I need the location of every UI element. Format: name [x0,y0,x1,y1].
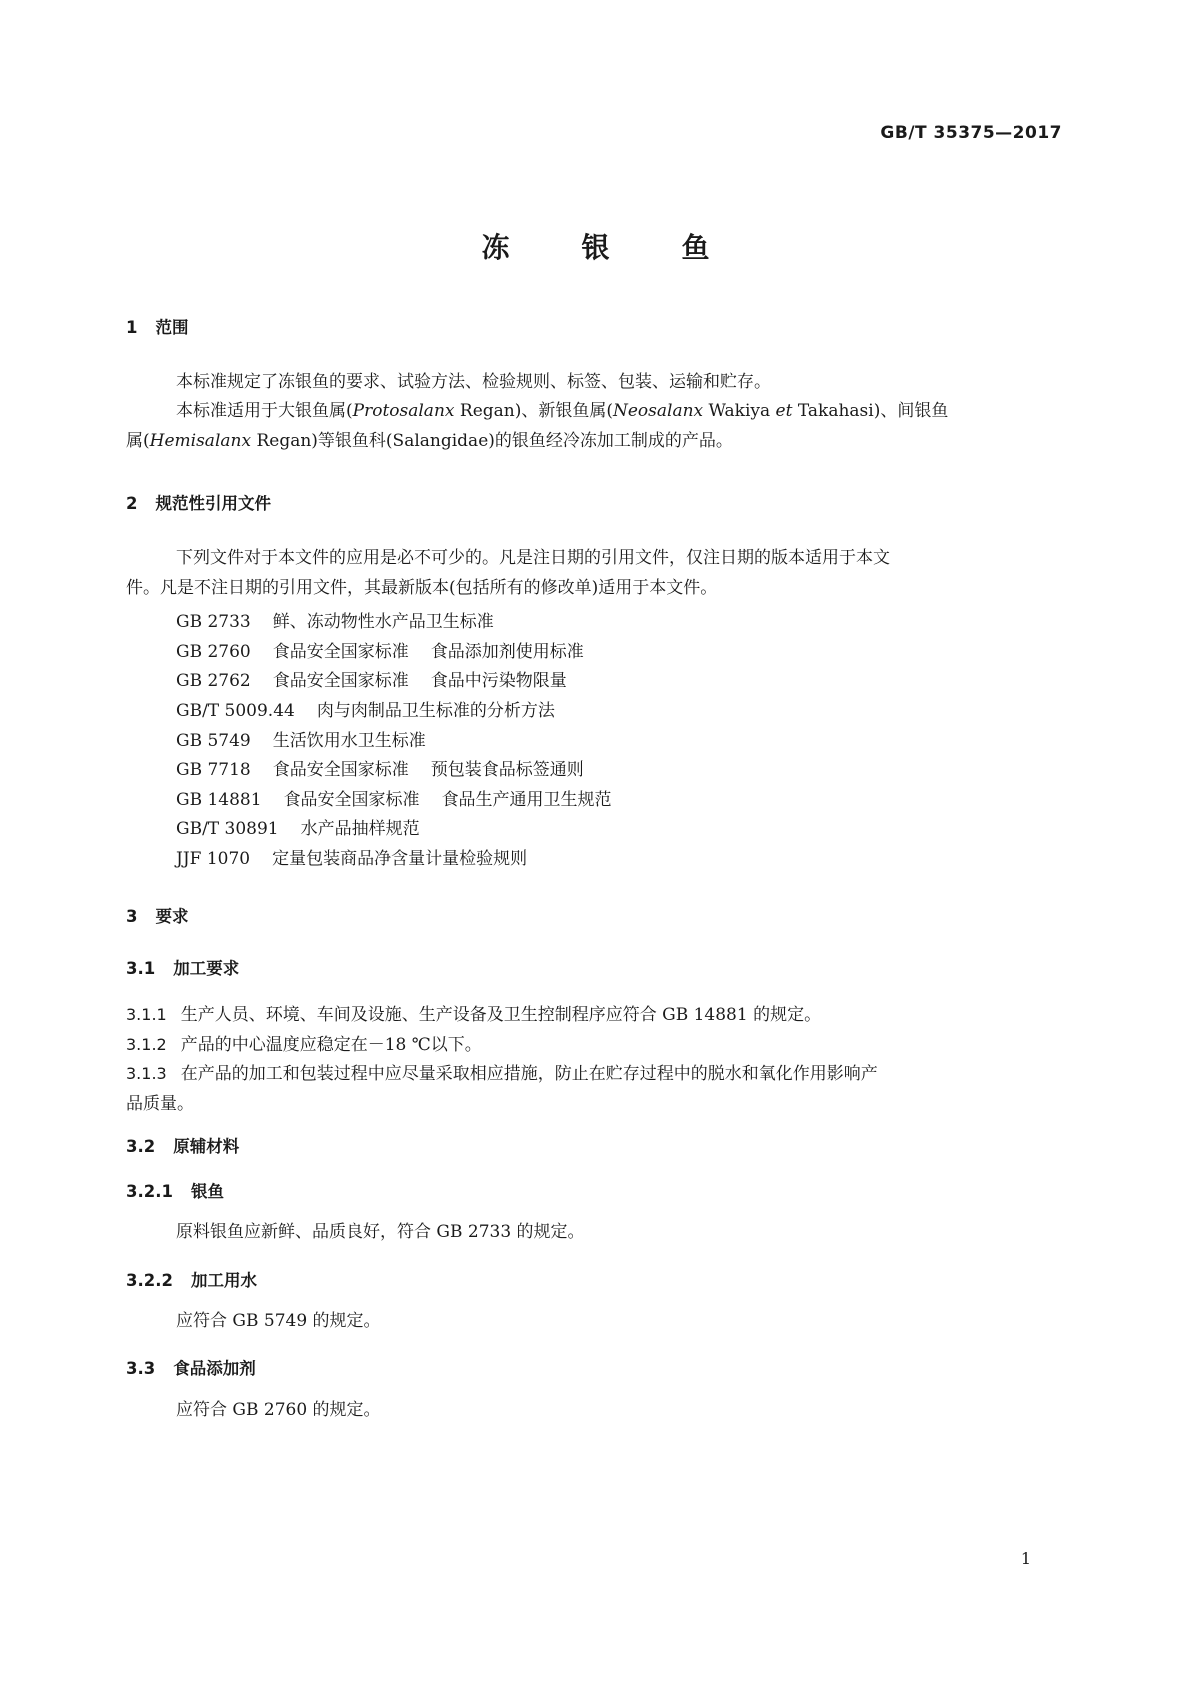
reference-code: GB/T 30891 [176,819,279,839]
reference-code: GB 5749 [176,731,251,751]
section-title: 范围 [155,318,189,337]
clause-3-1-2 [126,1030,482,1055]
subsection-heading-3-1 [126,955,239,979]
subsection-heading-3-2-1 [126,1178,224,1202]
references-intro-line-1: 下列文件对于本文件的应用是必不可少的。凡是注日期的引用文件，仅注日期的版本适用于本文 [176,548,890,568]
reference-title: 水产品抽样规范 [300,819,420,839]
section-title: 规范性引用文件 [155,494,271,513]
section-title: 加工用水 [190,1271,257,1290]
clause-text: 在产品的加工和包装过程中应尽量采取相应措施，防止在贮存过程中的脱水和氧化作用影响产 [180,1064,878,1084]
references-intro-line-2: 件。凡是不注日期的引用文件，其最新版本(包括所有的修改单)适用于本文件。 [126,578,718,598]
scope-paragraph-2-line-1 [176,401,1062,421]
reference-subtitle: 食品生产通用卫生规范 [441,790,612,810]
title-char-1: 冻 [481,231,510,264]
section-number: 3.2.1 [126,1182,173,1201]
reference-title: 食品安全国家标准 [272,671,409,691]
clause-3-1-3-continued: 品质量。 [126,1094,194,1114]
reference-code: GB/T 5009.44 [176,701,295,721]
reference-code: GB 7718 [176,760,251,780]
reference-item [176,814,420,839]
section-number: 3 [126,907,138,926]
reference-title: 食品安全国家标准 [272,760,409,780]
clause-number: 3.1.3 [126,1064,167,1083]
section-heading-1 [126,314,188,338]
clause-3-2-1-text: 原料银鱼应新鲜、品质良好，符合 GB 2733 的规定。 [176,1222,585,1242]
subsection-heading-3-2 [126,1133,239,1157]
reference-title: 鲜、冻动物性水产品卫生标准 [272,612,494,632]
reference-item [176,637,584,662]
section-number: 3.3 [126,1359,156,1378]
clause-3-2-2-text: 应符合 GB 5749 的规定。 [176,1311,381,1331]
section-heading-3 [126,903,188,927]
clause-text: 生产人员、环境、车间及设施、生产设备及卫生控制程序应符合 GB 14881 的规定。 [180,1005,822,1025]
reference-code: GB 14881 [176,790,262,810]
reference-item [176,696,555,721]
clause-number: 3.1.2 [126,1035,167,1054]
scope-paragraph-1: 本标准规定了冻银鱼的要求、试验方法、检验规则、标签、包装、运输和贮存。 [176,372,771,392]
section-title: 银鱼 [190,1182,224,1201]
text-run: Takahasi)、间银鱼 [792,401,949,421]
clause-3-3-text: 应符合 GB 2760 的规定。 [176,1400,381,1420]
reference-subtitle: 预包装食品标签通则 [430,760,584,780]
clause-text: 产品的中心温度应稳定在－18 ℃以下。 [180,1035,482,1055]
scope-paragraph-2-line-2 [126,431,1062,451]
text-run: 本标准适用于大银鱼属( [176,401,353,421]
text-run: 属( [126,431,150,451]
section-title: 原辅材料 [173,1137,240,1156]
standard-code: GB/T 35375—2017 [880,123,1062,143]
reference-title: 生活饮用水卫生标准 [272,731,426,751]
section-number: 3.2.2 [126,1271,173,1290]
title-char-2: 银 [581,231,610,264]
reference-item [176,726,426,751]
reference-subtitle: 食品中污染物限量 [430,671,567,691]
title-char-3: 鱼 [681,231,710,264]
clause-3-1-1 [126,1000,821,1025]
reference-item [176,755,584,780]
section-number: 3.2 [126,1137,156,1156]
section-title: 食品添加剂 [173,1359,256,1378]
subsection-heading-3-3 [126,1355,256,1379]
reference-title: 肉与肉制品卫生标准的分析方法 [316,701,555,721]
clause-3-1-3 [126,1059,878,1084]
reference-item [176,666,567,691]
subsection-heading-3-2-2 [126,1267,257,1291]
reference-item [176,785,612,810]
section-number: 1 [126,318,138,337]
clause-number: 3.1.1 [126,1005,167,1024]
reference-item [176,844,527,869]
latin-et: et [775,401,793,421]
genus-name: Neosalanx [612,401,704,421]
reference-title: 食品安全国家标准 [283,790,420,810]
document-title [0,226,1191,266]
reference-code: GB 2760 [176,642,251,662]
text-run: Wakiya [703,401,776,421]
genus-name: Hemisalanx [149,431,252,451]
page-number: 1 [1020,1549,1031,1568]
reference-title: 食品安全国家标准 [272,642,409,662]
section-heading-2 [126,490,271,514]
reference-code: GB 2733 [176,612,251,632]
section-number: 2 [126,494,138,513]
reference-code: JJF 1070 [176,849,251,869]
section-title: 要求 [155,907,189,926]
genus-name: Protosalanx [352,401,455,421]
section-title: 加工要求 [173,959,240,978]
text-run: Regan)等银鱼科(Salangidae)的银鱼经冷冻加工制成的产品。 [251,431,733,451]
reference-code: GB 2762 [176,671,251,691]
reference-subtitle: 食品添加剂使用标准 [430,642,584,662]
text-run: Regan)、新银鱼属( [454,401,613,421]
section-number: 3.1 [126,959,156,978]
reference-title: 定量包装商品净含量计量检验规则 [272,849,528,869]
reference-item [176,607,494,632]
